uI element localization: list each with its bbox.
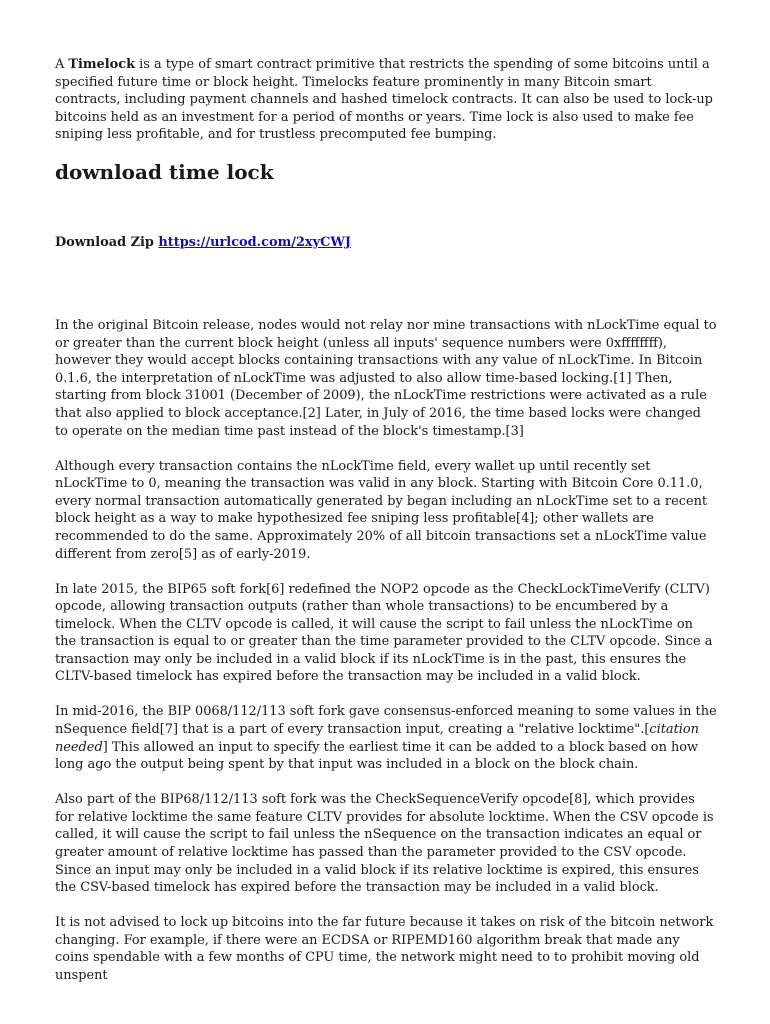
page-heading: download time lock <box>55 160 274 184</box>
paragraph-5: Also part of the BIP68/112/113 soft fork was the CheckSequenceVerify opcode[8], which provides for relative locktime the same feature CLTV provides for absolute locktime. When the CSV opcode is called, it will cause the script to fail unless the nSequence on the transaction indicates an equal or greater amount of relative locktime has passed than the parameter provided to the CSV opcode. Since an input may only be included in a valid block if its relative locktime is expired, this ensures the CSV-based timelock has expired before the transaction may be included in a valid block. <box>55 792 714 896</box>
paragraph-4-after: ] This allowed an input to specify the earliest time it can be added to a block based on how long ago the output being spent by that input was included in a block on the block chain. <box>55 739 699 773</box>
intro-paragraph <box>55 56 717 144</box>
citation-needed: citation needed <box>55 722 699 755</box>
paragraph-4-before: In mid-2016, the BIP 0068/112/113 soft fork gave consensus-enforced meaning to some values in the nSequence field[7] that is a part of every transaction input, creating a "relative locktime".[ <box>55 704 717 738</box>
paragraph-2: Although every transaction contains the nLockTime field, every wallet up until recently set nLockTime to 0, meaning the transaction was valid in any block. Starting with Bitcoin Core 0.11.0, every normal transaction automatically generated by began including an nLockTime set to a recent block height as a way to make hypothesized fee sniping less profitable[4]; other wallets are recommended to do the same. Approximately 20% of all bitcoin transactions set a nLockTime value different from zero[5] as of early-2019. <box>55 458 708 562</box>
article-body <box>55 317 717 1002</box>
intro-prefix: A <box>55 57 69 72</box>
paragraph-6: It is not advised to lock up bitcoins into the far future because it takes on risk of the bitcoin network changing. For example, if there were an ECDSA or RIPEMD160 algorithm break that made any coins spendable with a few months of CPU time, the network might need to to prohibit moving old unspent <box>55 915 714 983</box>
download-link[interactable]: https://urlcod.com/2xyCWJ <box>158 235 351 250</box>
paragraph-4 <box>55 703 717 773</box>
paragraph-1: In the original Bitcoin release, nodes would not relay nor mine transactions with nLockTime equal to or greater than the current block height (unless all inputs' sequence numbers were 0xffffffff), however they would accept blocks containing transactions with any value of nLockTime. In Bitcoin 0.1.6, the interpretation of nLockTime was adjusted to also allow time-based locking.[1] Then, starting from block 31001 (December of 2009), the nLockTime restrictions were activated as a rule that also applied to block acceptance.[2] Later, in July of 2016, the time based locks were changed to operate on the median time past instead of the block's timestamp.[3] <box>55 318 717 439</box>
download-label: Download Zip <box>55 235 154 250</box>
paragraph-3: In late 2015, the BIP65 soft fork[6] redefined the NOP2 opcode as the CheckLockTimeVerify (CLTV) opcode, allowing transaction outputs (rather than whole transactions) to be encumbered by a timelock. When the CLTV opcode is called, it will cause the script to fail unless the nLockTime on the transaction is equal to or greater than the time parameter provided to the CLTV opcode. Since a transaction may only be included in a valid block if its nLockTime is in the past, this ensures the CLTV-based timelock has expired before the transaction may be included in a valid block. <box>55 581 713 685</box>
intro-term: Timelock <box>68 57 136 72</box>
download-line <box>55 234 351 252</box>
document-page <box>55 56 717 983</box>
intro-text: is a type of smart contract primitive that restricts the spending of some bitcoins until a specified future time or block height. Timelocks feature prominently in many Bitcoin smart contracts, including payment channels and hashed timelock contracts. It can also be used to lock-up bitcoins held as an investment for a period of months or years. Time lock is also used to make fee sniping less profitable, and for trustless precomputed fee bumping. <box>55 57 713 143</box>
